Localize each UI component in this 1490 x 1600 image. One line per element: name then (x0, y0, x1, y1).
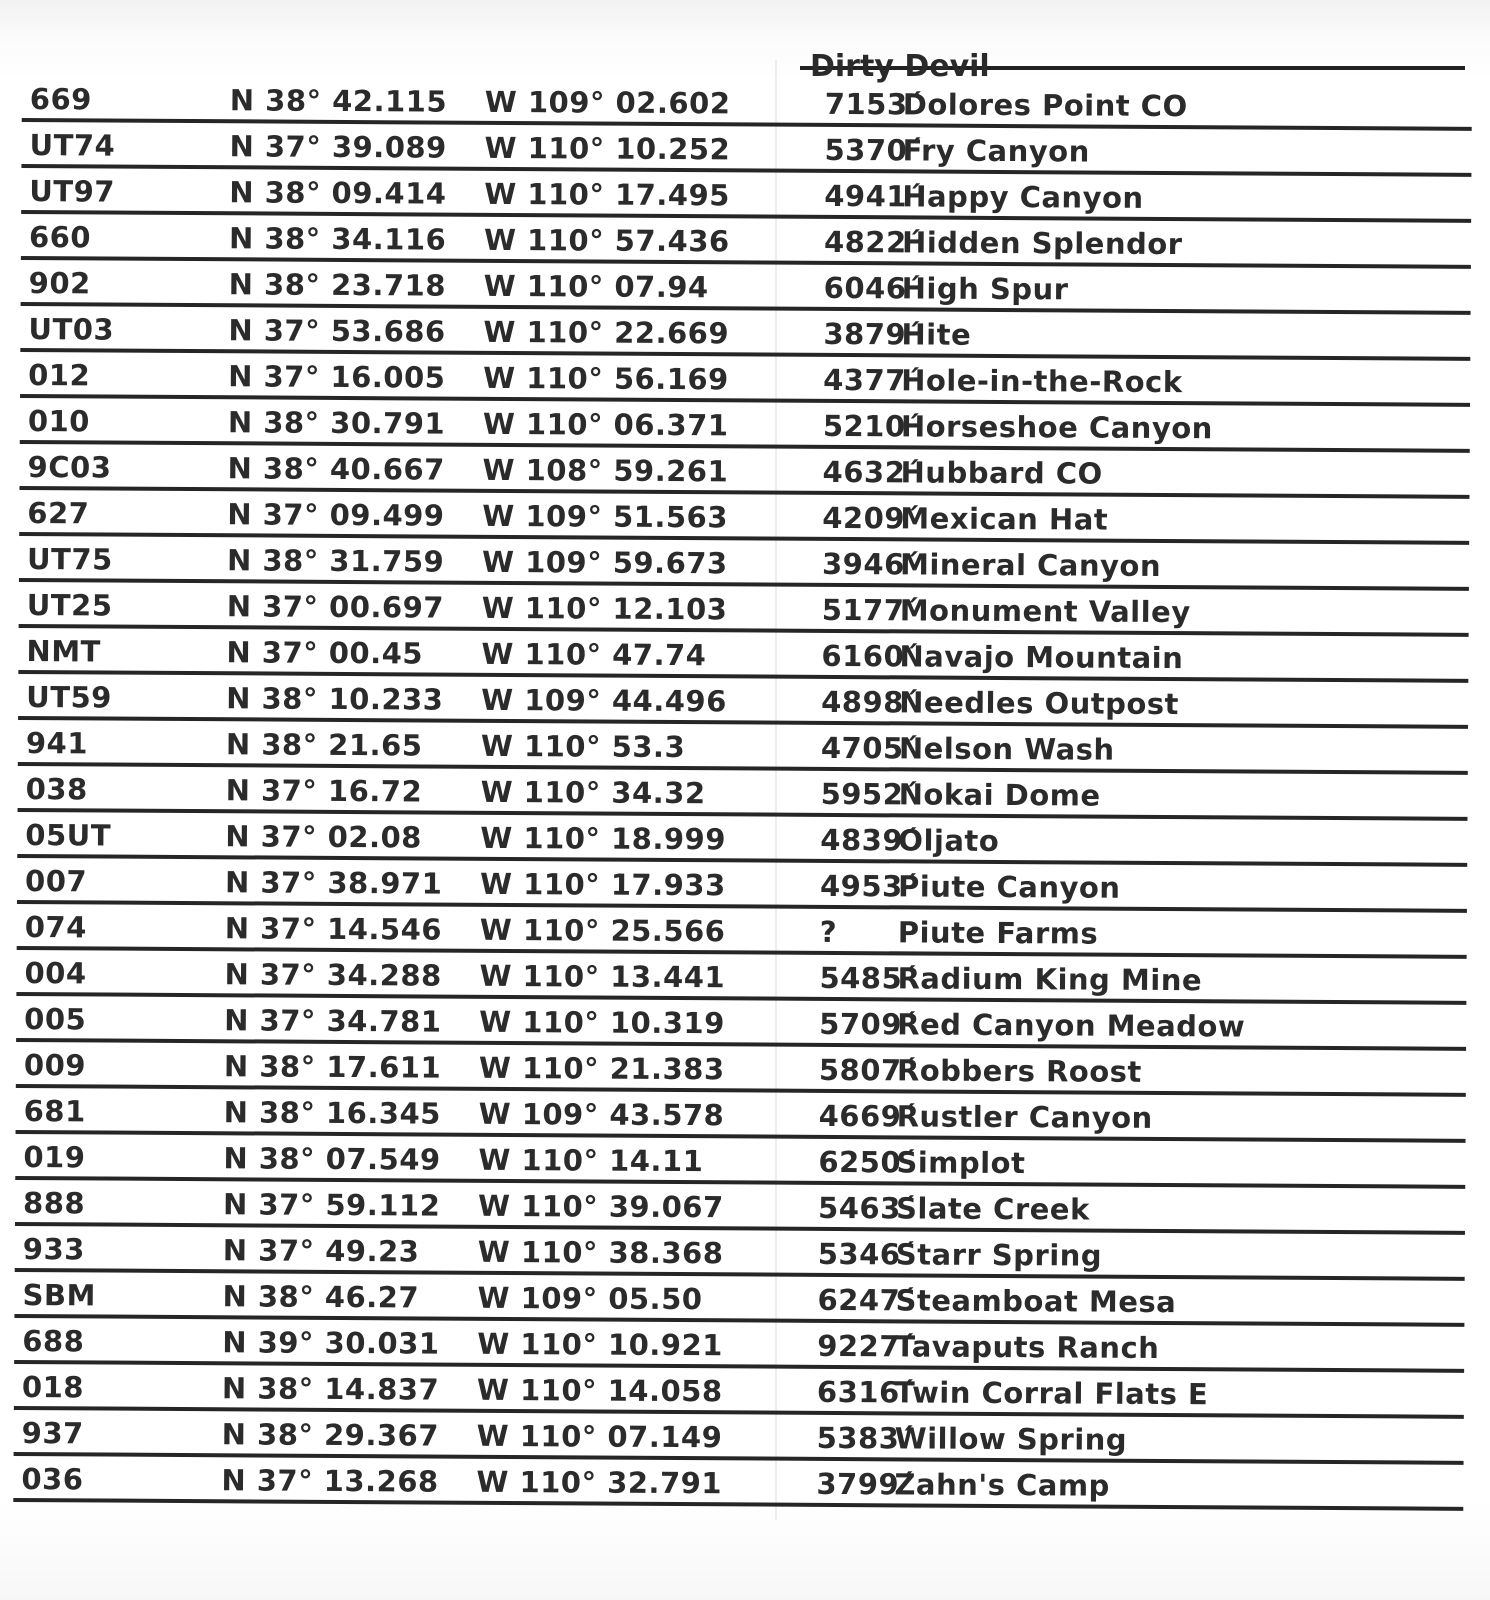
longitude: W 110° 21.383 (478, 1050, 725, 1087)
cut-off-row-text: Dirty Devil (810, 49, 990, 84)
location-name: Piute Canyon (897, 869, 1121, 905)
location-name: Horseshoe Canyon (900, 409, 1213, 446)
elevation: 4822´ (823, 224, 922, 260)
location-name: Radium King Mine (897, 961, 1203, 998)
location-name: Nokai Dome (898, 777, 1101, 813)
waypoint-id: 681 (23, 1094, 86, 1129)
latitude: N 39° 30.031 (222, 1325, 440, 1361)
location-name: Hite (901, 317, 972, 352)
location-name: Slate Creek (895, 1191, 1090, 1227)
longitude: W 110° 10.252 (484, 130, 731, 167)
elevation: 3946´ (821, 546, 920, 582)
location-name: Piute Farms (897, 915, 1099, 951)
elevation: 9227´ (817, 1328, 916, 1364)
waypoint-id: UT74 (29, 128, 116, 163)
latitude: N 37° 34.781 (224, 1003, 442, 1039)
elevation: 4377´ (823, 362, 921, 398)
waypoint-id: 660 (28, 220, 92, 255)
longitude: W 110° 17.495 (484, 176, 731, 213)
longitude: W 110° 10.319 (479, 1004, 725, 1041)
location-name: Happy Canyon (902, 179, 1144, 215)
elevation: 7153´ (824, 86, 923, 122)
latitude: N 38° 14.837 (221, 1371, 440, 1407)
latitude: N 37° 16.005 (228, 359, 446, 395)
longitude: W 110° 39.067 (478, 1188, 724, 1225)
waypoint-id: 888 (23, 1186, 86, 1221)
elevation: 4839´ (820, 822, 919, 858)
waypoint-id: UT75 (26, 542, 113, 577)
waypoint-id: 012 (28, 358, 91, 393)
waypoint-id: NMT (26, 634, 102, 669)
longitude: W 109° 59.673 (481, 544, 728, 581)
latitude: N 38° 16.345 (223, 1095, 442, 1131)
latitude: N 37° 00.45 (226, 635, 424, 671)
latitude: N 38° 42.115 (229, 83, 448, 119)
location-name: Starr Spring (895, 1237, 1103, 1273)
longitude: W 110° 13.441 (479, 958, 726, 995)
waypoint-id: UT97 (29, 174, 116, 209)
cut-off-previous-row (800, 46, 1465, 84)
location-name: Oljato (898, 823, 1000, 858)
longitude: W 110° 47.74 (481, 636, 707, 673)
latitude: N 38° 46.27 (222, 1279, 420, 1315)
latitude: N 37° 16.72 (225, 773, 423, 809)
waypoint-id: 05UT (25, 818, 112, 853)
longitude: W 110° 32.791 (476, 1464, 723, 1501)
longitude: W 110° 56.169 (483, 360, 729, 397)
elevation: 5463´ (817, 1190, 916, 1226)
longitude: W 110° 25.566 (479, 912, 726, 949)
longitude: W 110° 10.921 (477, 1326, 723, 1363)
latitude: N 37° 13.268 (221, 1463, 439, 1499)
waypoint-id: 933 (22, 1232, 85, 1267)
longitude: W 110° 14.11 (478, 1142, 704, 1179)
waypoint-id: 902 (28, 266, 91, 301)
waypoint-id: 007 (24, 864, 88, 899)
waypoint-id: 036 (21, 1462, 84, 1497)
location-name: Willow Spring (894, 1421, 1128, 1457)
location-name: Tavaputs Ranch (895, 1329, 1160, 1365)
longitude: W 109° 43.578 (478, 1096, 725, 1133)
location-name: Mineral Canyon (899, 547, 1162, 583)
elevation: 5709´ (819, 1006, 918, 1042)
elevation: 5346´ (817, 1236, 916, 1272)
latitude: N 37° 14.546 (224, 911, 443, 947)
location-name: Hole-in-the-Rock (901, 363, 1183, 400)
longitude: W 110° 38.368 (477, 1234, 724, 1271)
longitude: W 110° 06.371 (482, 406, 729, 443)
location-name: Rustler Canyon (896, 1099, 1153, 1135)
elevation: 4669´ (818, 1098, 917, 1134)
waypoint-id: 9C03 (27, 450, 112, 485)
waypoint-id: 941 (25, 726, 89, 761)
waypoint-id: 005 (24, 1002, 87, 1037)
latitude: N 37° 00.697 (226, 589, 445, 625)
elevation: 5952´ (820, 776, 919, 812)
location-name: Red Canyon Meadow (897, 1007, 1246, 1044)
elevation: 4941´ (824, 178, 923, 214)
location-name: Steamboat Mesa (895, 1283, 1177, 1320)
table-row (13, 1456, 1463, 1511)
airstrip-coordinates-table (13, 76, 1472, 1511)
location-name: Mexican Hat (900, 501, 1109, 537)
longitude: W 109° 44.496 (481, 682, 727, 719)
elevation: 4898´ (821, 684, 920, 720)
longitude: W 110° 07.149 (476, 1418, 723, 1455)
waypoint-id: 009 (23, 1048, 87, 1083)
latitude: N 38° 21.65 (225, 727, 423, 763)
longitude: W 109° 51.563 (482, 498, 729, 535)
location-name: Nelson Wash (898, 731, 1115, 767)
elevation: 6247´ (817, 1282, 916, 1318)
location-name: Hidden Splendor (901, 225, 1183, 262)
latitude: N 37° 02.08 (225, 819, 423, 855)
waypoint-id: 010 (27, 404, 91, 439)
waypoint-id: 688 (22, 1324, 85, 1359)
location-name: Hubbard CO (900, 455, 1103, 491)
elevation: 4953´ (819, 868, 918, 904)
latitude: N 37° 09.499 (227, 497, 445, 533)
waypoint-id: 074 (24, 910, 87, 945)
waypoint-id: 019 (23, 1140, 86, 1175)
longitude: W 110° 53.3 (480, 728, 686, 765)
waypoint-id: 004 (24, 956, 87, 991)
elevation: 5807´ (818, 1052, 917, 1088)
elevation: 5177´ (821, 592, 920, 628)
location-name: High Spur (901, 271, 1069, 307)
location-name: Simplot (896, 1145, 1026, 1181)
latitude: N 38° 29.367 (221, 1417, 440, 1453)
elevation: 4632´ (822, 454, 921, 490)
location-name: Zahn's Camp (894, 1467, 1110, 1503)
waypoint-id: 627 (27, 496, 90, 531)
longitude: W 110° 17.933 (479, 866, 726, 903)
longitude: W 110° 57.436 (483, 222, 730, 259)
longitude: W 108° 59.261 (482, 452, 729, 489)
elevation: 6046´ (823, 270, 922, 306)
latitude: N 38° 40.667 (227, 451, 445, 487)
latitude: N 37° 39.089 (229, 129, 447, 165)
longitude: W 110° 14.058 (476, 1372, 723, 1409)
latitude: N 38° 30.791 (227, 405, 446, 441)
longitude: W 109° 02.602 (484, 84, 731, 121)
elevation: 6250´ (818, 1144, 917, 1180)
waypoint-id: 038 (25, 772, 88, 807)
longitude: W 110° 07.94 (483, 268, 709, 305)
location-name: Navajo Mountain (899, 639, 1184, 676)
waypoint-id: 937 (21, 1416, 84, 1451)
latitude: N 38° 23.718 (228, 267, 447, 303)
latitude: N 38° 10.233 (226, 681, 444, 717)
waypoint-id: UT25 (26, 588, 113, 623)
location-name: Robbers Roost (896, 1053, 1142, 1089)
latitude: N 38° 34.116 (228, 221, 447, 257)
elevation: ? (819, 914, 838, 949)
latitude: N 38° 31.759 (226, 543, 445, 579)
elevation: 4705´ (820, 730, 919, 766)
waypoint-id: UT03 (28, 312, 115, 347)
latitude: N 37° 59.112 (223, 1187, 441, 1223)
latitude: N 37° 38.971 (224, 865, 443, 901)
waypoint-id: SBM (22, 1278, 97, 1313)
longitude: W 110° 34.32 (480, 774, 706, 811)
location-name: Needles Outpost (899, 685, 1180, 722)
latitude: N 37° 53.686 (228, 313, 446, 349)
elevation: 5383´ (816, 1420, 915, 1456)
latitude: N 38° 09.414 (229, 175, 447, 211)
latitude: N 38° 07.549 (223, 1141, 441, 1177)
elevation: 6160´ (821, 638, 920, 674)
latitude: N 37° 49.23 (222, 1233, 420, 1269)
waypoint-id: UT59 (26, 680, 112, 715)
location-name: Monument Valley (899, 593, 1191, 630)
location-name: Twin Corral Flats E (894, 1375, 1209, 1412)
elevation: 5485´ (819, 960, 918, 996)
waypoint-id: 018 (21, 1370, 85, 1405)
elevation: 5370´ (824, 132, 923, 168)
waypoint-id: 669 (29, 82, 93, 117)
elevation: 6316´ (816, 1374, 915, 1410)
location-name: Fry Canyon (902, 133, 1090, 169)
location-name: Dolores Point CO (902, 87, 1188, 124)
elevation: 4209´ (822, 500, 921, 536)
latitude: N 38° 17.611 (223, 1049, 442, 1085)
longitude: W 110° 18.999 (480, 820, 727, 857)
longitude: W 110° 12.103 (481, 590, 728, 627)
elevation: 5210´ (822, 408, 921, 444)
elevation: 3879´ (823, 316, 922, 352)
elevation: 3799´ (816, 1466, 915, 1502)
latitude: N 37° 34.288 (224, 957, 442, 993)
longitude: W 109° 05.50 (477, 1280, 703, 1317)
longitude: W 110° 22.669 (483, 314, 730, 351)
